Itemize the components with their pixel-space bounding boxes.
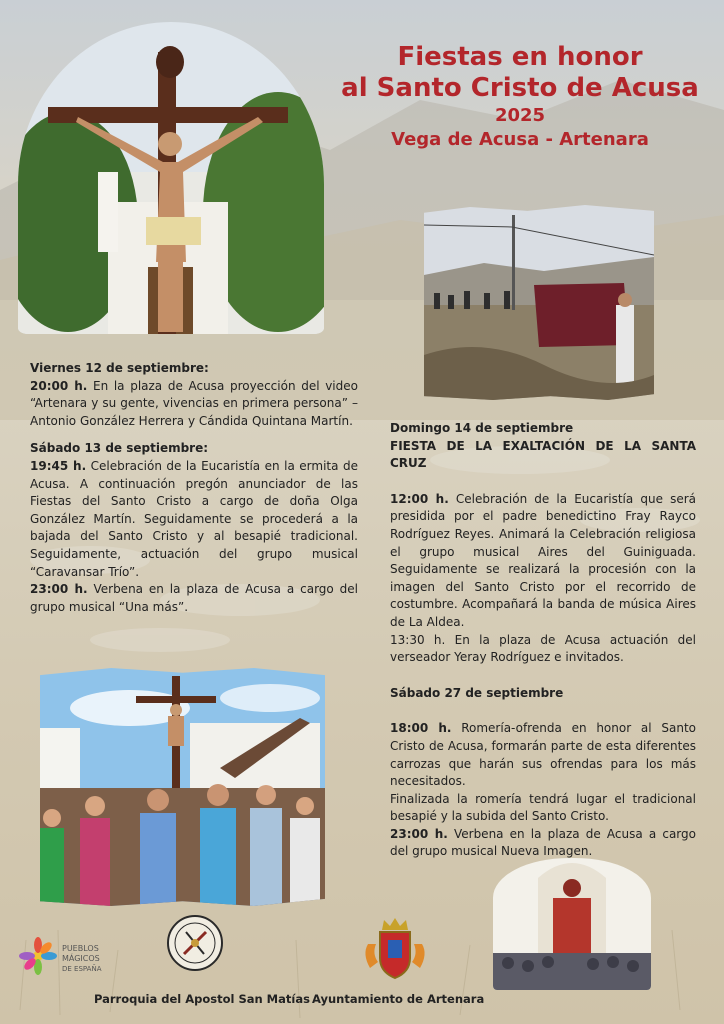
sat27-event2-text: Verbena en la plaza de Acusa a cargo del grupo musical Nueva Imagen.	[390, 826, 696, 859]
crucifix-photo	[18, 22, 324, 334]
council-name: Ayuntamiento de Artenara	[312, 992, 485, 1006]
title-year: 2025	[494, 105, 546, 127]
pueblos-line-3: DE ESPAÑA	[62, 965, 102, 973]
sat13-event1-time: 19:45 h.	[30, 458, 87, 473]
pueblos-line-2: MÁGICOS	[62, 954, 100, 963]
friday-event1-text: En la plaza de Acusa proyección del video “Artenara y su gente, vivencias en primera persona” – Antonio González Herrera y Cándida Quintana Martín.	[30, 378, 358, 428]
schedule-left	[30, 360, 358, 616]
sat27-event2-time: 23:00 h.	[390, 826, 448, 841]
parish-seal-logo	[166, 914, 224, 976]
artenara-coat-of-arms-logo	[360, 914, 430, 986]
pueblos-magicos-logo	[16, 934, 111, 982]
sat27-event1-extra: Finalizada la romería tendrá lugar el tradicional besapié y la subida del Santo Cristo.	[390, 791, 696, 824]
sat13-event2-text: Verbena en la plaza de Acusa a cargo del grupo musical “Una más”.	[30, 582, 358, 614]
sunday-heading: Domingo 14 de septiembre	[390, 421, 574, 435]
sat27-event1-text: Romería-ofrenda en honor al Santo Cristo de Acusa, formarán parte de esta diferentes carrozas que harán sus ofrendas para los más necesitados.	[390, 721, 696, 789]
sunday-subheading: FIESTA DE LA EXALTACIÓN DE LA SANTA CRUZ	[390, 438, 696, 471]
friday-heading: Viernes 12 de septiembre:	[30, 361, 209, 375]
sat27-event1-time: 18:00 h.	[390, 721, 452, 736]
title-line-2: al Santo Cristo de Acusa	[341, 72, 699, 103]
title-place: Vega de Acusa - Artenara	[391, 128, 649, 150]
sat13-heading: Sábado 13 de septiembre:	[30, 441, 209, 456]
sat13-event1-text: Celebración de la Eucaristía en la ermita de Acusa. A continuación pregón anunciador de las Fiestas del Santo Cristo a cargo de doña Olga González Martín. Seguidamente se procederá a la bajada del Santo Cristo y al besapié tradicional. Seguidamente, actuación del grupo musical “Caravansar Trío”.	[30, 458, 358, 579]
poster-title	[320, 42, 720, 150]
procession-photo	[424, 205, 654, 400]
sunday-event2-text: 13:30 h. En la plaza de Acusa actuación del verseador Yeray Rodríguez e invitados.	[390, 632, 696, 665]
title-line-1: Fiestas en honor	[397, 42, 643, 72]
sunday-event1-text: Celebración de la Eucaristía que será presidida por el padre benedictino Fray Rayco Rodríguez Reyes. Animará la Celebración religiosa el grupo musical Aires del Guiniguada. Seguidamente se realizará la procesión con la imagen del Santo Cristo por el recorrido de costumbre. Acompañará la banda de música Aires de La Aldea.	[390, 491, 696, 629]
crowd-photo	[40, 668, 325, 906]
church-interior-photo	[493, 858, 651, 990]
schedule-right	[390, 420, 696, 861]
sat13-event2-time: 23:00 h.	[30, 582, 88, 597]
parish-name: Parroquia del Apostol San Matías	[94, 992, 310, 1006]
sunday-event1-time: 12:00 h.	[390, 491, 449, 506]
sat27-heading: Sábado 27 de septiembre	[390, 685, 564, 700]
friday-event1-time: 20:00 h.	[30, 378, 88, 393]
pueblos-line-1: PUEBLOS	[62, 944, 99, 953]
